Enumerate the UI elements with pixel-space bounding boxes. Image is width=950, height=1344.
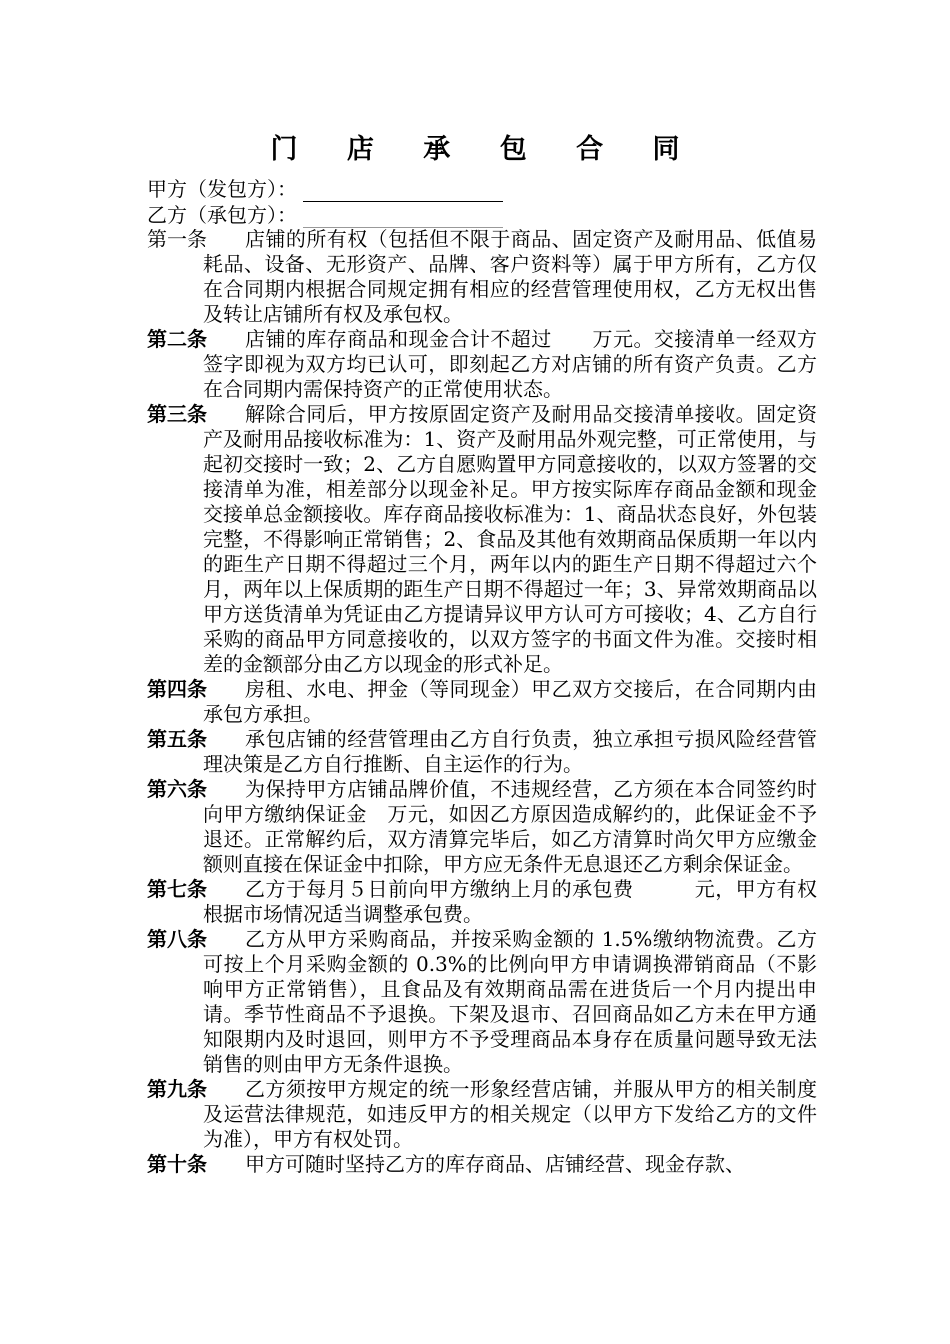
article-text: 乙方从甲方采购商品，并按采购金额的 1.5%缴纳物流费。乙方可按上个月采购金额的 0.3%的比例向甲方申请调换滞销商品（不影响甲方正常销售），且食品及有效期商品需在进货后一个月内提出申请。季节性商品不予退换。下架及退市、召回商品如乙方未在甲方通知限期内及时退回，则甲方不予受理商品本身存在质量问题导致无法销售的则由甲方无条件退换。 xyxy=(203,927,817,1076)
article-4 xyxy=(147,677,817,727)
article-number: 第一条 xyxy=(147,227,207,251)
article-text: 甲方可随时坚持乙方的库存商品、店铺经营、现金存款、 xyxy=(245,1152,745,1176)
article-number: 第五条 xyxy=(147,727,207,751)
article-number: 第三条 xyxy=(147,402,207,426)
article-text: 承包店铺的经营管理由乙方自行负责，独立承担亏损风险经营管理决策是乙方自行推断、自主运作的行为。 xyxy=(203,727,817,776)
article-2 xyxy=(147,327,817,402)
article-number: 第九条 xyxy=(147,1077,207,1101)
article-5 xyxy=(147,727,817,777)
party-a-blank xyxy=(303,181,503,202)
party-b-label: 乙方（承包方）： xyxy=(147,203,297,227)
article-text: 房租、水电、押金（等同现金）甲乙双方交接后，在合同期内由承包方承担。 xyxy=(203,677,817,726)
article-text: 为保持甲方店铺品牌价值，不违规经营，乙方须在本合同签约时向甲方缴纳保证金 万元，如因乙方原因造成解约的，此保证金不予退还。正常解约后，双方清算完毕后，如乙方清算时尚欠甲方应缴金额则直接在保证金中扣除，甲方应无条件无息退还乙方剩余保证金。 xyxy=(203,777,817,876)
article-text: 店铺的所有权（包括但不限于商品、固定资产及耐用品、低值易耗品、设备、无形资产、品牌、客户资料等）属于甲方所有，乙方仅在合同期内根据合同规定拥有相应的经营管理使用权，乙方无权出售及转让店铺所有权及承包权。 xyxy=(203,227,817,326)
article-text: 乙方须按甲方规定的统一形象经营店铺，并服从甲方的相关制度及运营法律规范，如违反甲方的相关规定（以甲方下发给乙方的文件为准），甲方有权处罚。 xyxy=(203,1077,817,1151)
article-3 xyxy=(147,402,817,677)
party-a-line xyxy=(147,176,503,202)
article-text: 解除合同后，甲方按原固定资产及耐用品交接清单接收。固定资产及耐用品接收标准为：1、资产及耐用品外观完整，可正常使用，与起初交接时一致；2、乙方自愿购置甲方同意接收的，以双方签署的交接清单为准，相差部分以现金补足。甲方按实际库存商品金额和现金交接单总金额接收。库存商品接收标准为：1、商品状态良好，外包装完整，不得影响正常销售；2、食品及其他有效期商品保质期一年以内的距生产日期不得超过三个月，两年以内的距生产日期不得超过六个月，两年以上保质期的距生产日期不得超过一年；3、异常效期商品以甲方送货清单为凭证由乙方提请异议甲方认可方可接收；4、乙方自行采购的商品甲方同意接收的，以双方签字的书面文件为准。交接时相差的金额部分由乙方以现金的形式补足。 xyxy=(203,402,817,676)
article-number: 第十条 xyxy=(147,1152,207,1176)
article-number: 第八条 xyxy=(147,927,207,951)
article-number: 第二条 xyxy=(147,327,207,351)
article-number: 第四条 xyxy=(147,677,207,701)
article-number: 第七条 xyxy=(147,877,207,901)
article-8 xyxy=(147,927,817,1077)
party-b-blank xyxy=(303,207,503,228)
article-number: 第六条 xyxy=(147,777,207,801)
document-title: 门 店 承 包 合 同 xyxy=(270,134,700,165)
article-10 xyxy=(147,1152,817,1177)
article-text: 店铺的库存商品和现金合计不超过 万元。交接清单一经双方签字即视为双方均已认可，即刻起乙方对店铺的所有资产负责。乙方在合同期内需保持资产的正常使用状态。 xyxy=(203,327,817,401)
article-text: 乙方于每月５日前向甲方缴纳上月的承包费 元，甲方有权根据市场情况适当调整承包费。 xyxy=(203,877,817,926)
article-9 xyxy=(147,1077,817,1152)
party-a-label: 甲方（发包方）： xyxy=(147,177,297,201)
article-1 xyxy=(147,227,817,327)
article-7 xyxy=(147,877,817,927)
article-6 xyxy=(147,777,817,877)
party-b-line xyxy=(147,202,503,228)
articles-list xyxy=(147,227,817,1177)
